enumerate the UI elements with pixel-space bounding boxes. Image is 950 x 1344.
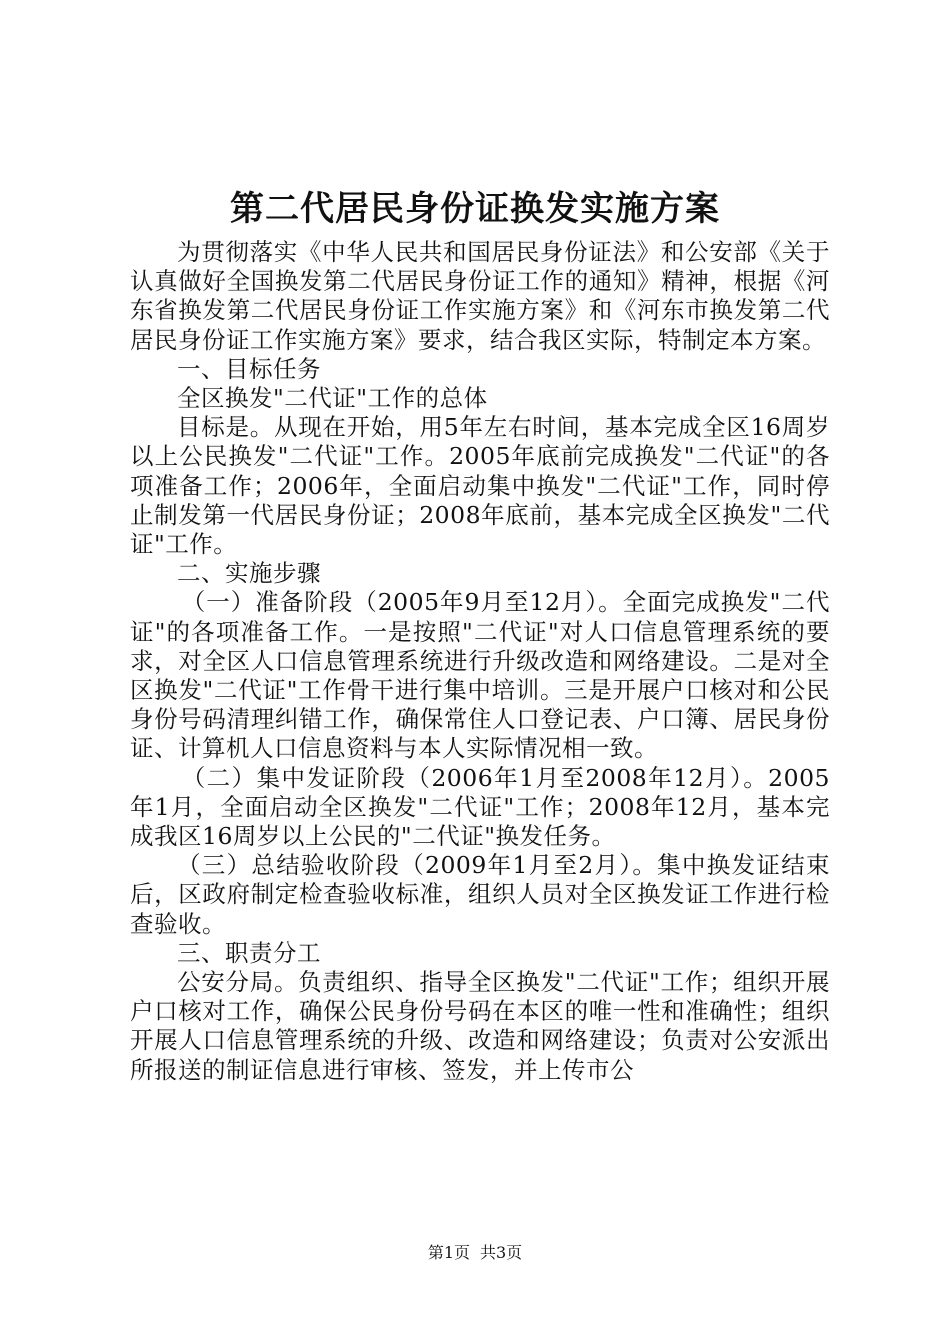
page-title: 第二代居民身份证换发实施方案 [230,189,720,229]
page-total: 共3页 [480,1243,523,1262]
paragraph-goals: 目标是。从现在开始，用5年左右时间，基本完成全区16周岁以上公民换发"二代证"工作。2005年底前完成换发"二代证"的各项准备工作；2006年，全面启动集中换发"二代证"工作，同时停止制发第一代居民身份证；2008年底前，基本完成全区换发"二代证"工作。 [130,413,830,559]
paragraph-duties-police: 公安分局。负责组织、指导全区换发"二代证"工作；组织开展户口核对工作，确保公民身份号码在本区的唯一性和准确性；组织开展人口信息管理系统的升级、改造和网络建设；负责对公安派出所报送的制证信息进行审核、签发，并上传市公 [130,968,830,1084]
paragraph-step-2: （二）集中发证阶段（2006年1月至2008年12月）。2005年1月，全面启动全区换发"二代证"工作；2008年12月，基本完成我区16周岁以上公民的"二代证"换发任务。 [130,763,830,851]
page-number: 第1页 [427,1243,470,1262]
page-footer [0,1243,950,1263]
paragraph-goals-lead: 全区换发"二代证"工作的总体 [177,384,488,413]
paragraph-step-3: （三）总结验收阶段（2009年1月至2月）。集中换发证结束后，区政府制定检查验收标准，组织人员对全区换发证工作进行检查验收。 [130,851,830,938]
heading-duties: 三、职责分工 [177,938,321,967]
heading-goals: 一、目标任务 [177,354,321,383]
paragraph-step-1: （一）准备阶段（2005年9月至12月）。全面完成换发"二代证"的各项准备工作。一是按照"二代证"对人口信息管理系统的要求，对全区人口信息管理系统进行升级改造和网络建设。二是对全区换发"二代证"工作骨干进行集中培训。三是开展户口核对和公民身份号码清理纠错工作，确保常住人口登记表、户口簿、居民身份证、计算机人口信息资料与本人实际情况相一致。 [130,588,830,763]
document-body [130,238,830,1085]
heading-steps: 二、实施步骤 [177,559,321,588]
paragraph-intro: 为贯彻落实《中华人民共和国居民身份证法》和公安部《关于认真做好全国换发第二代居民身份证工作的通知》精神，根据《河东省换发第二代居民身份证工作实施方案》和《河东市换发第二代居民身份证工作实施方案》要求，结合我区实际，特制定本方案。 [130,238,830,354]
